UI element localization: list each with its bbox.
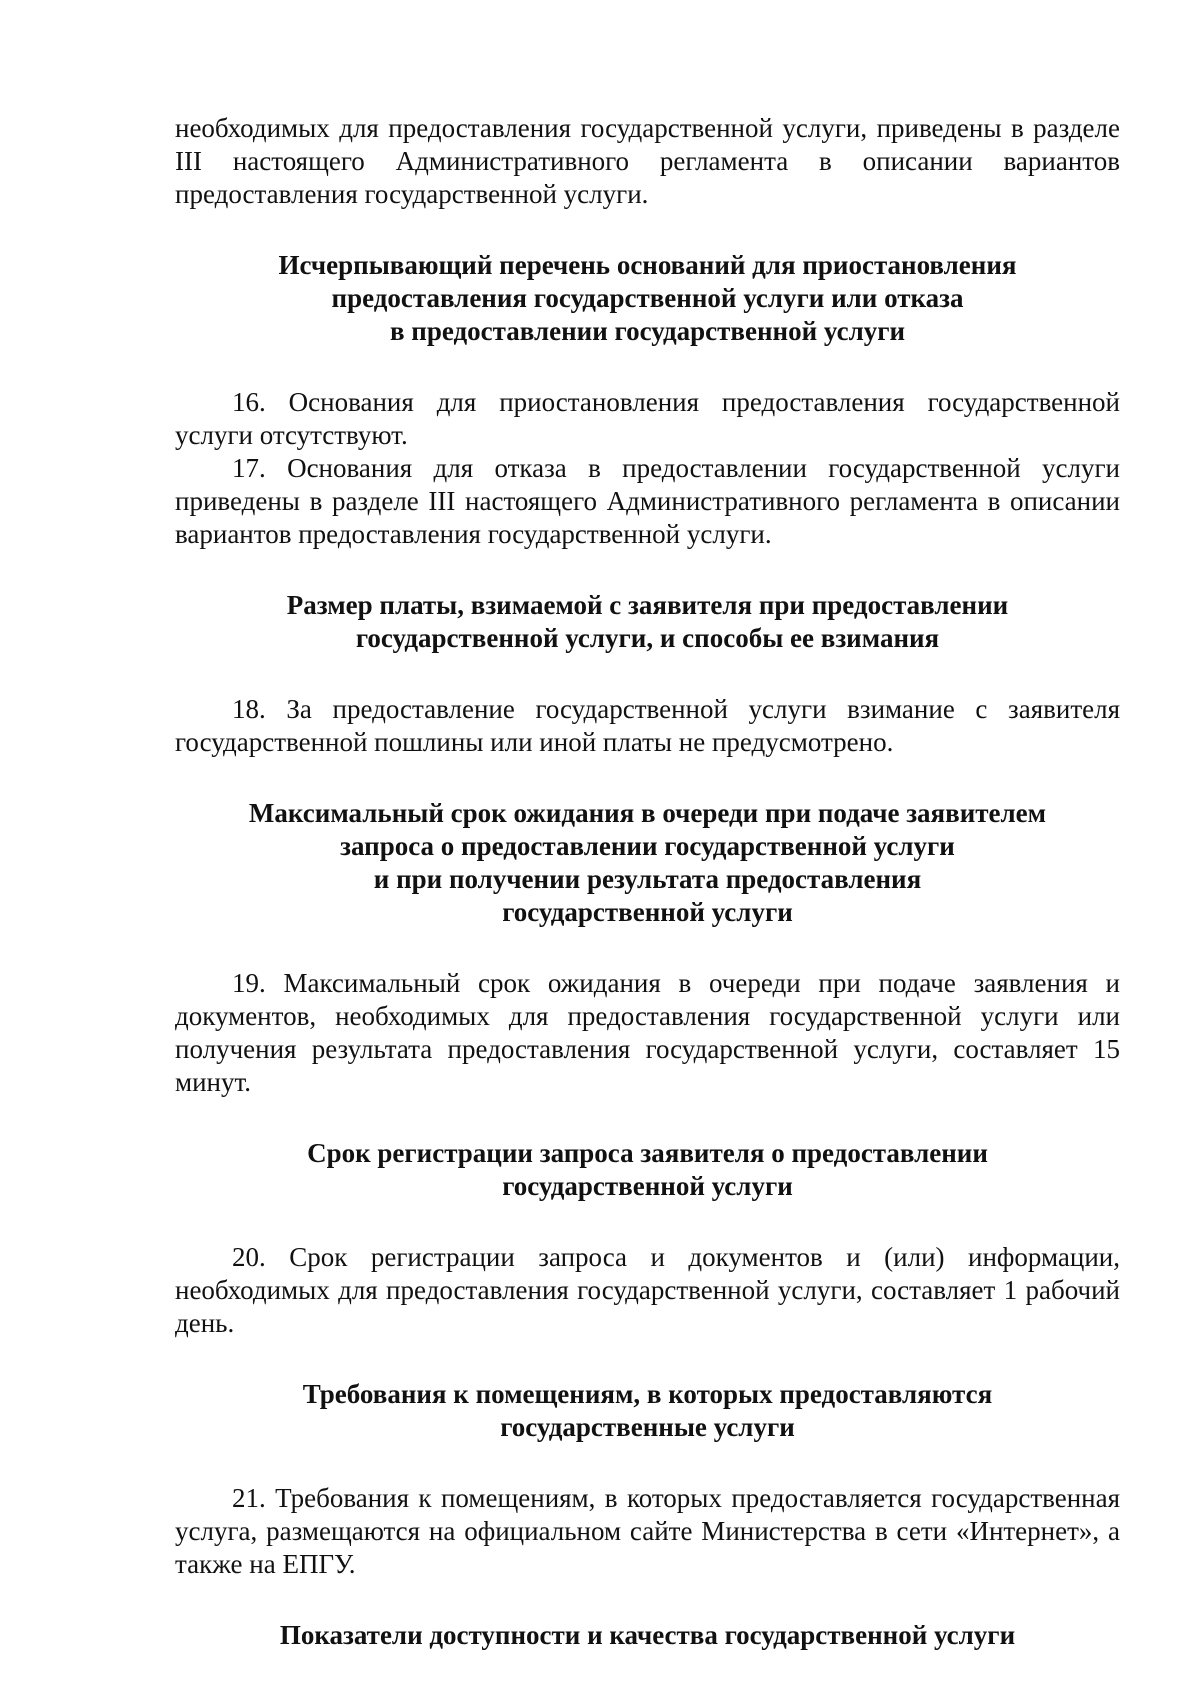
paragraph-18: 18. За предоставление государственной услуги взимание с заявителя государственной пошлины или иной платы не предусмотрено.	[175, 694, 1120, 757]
paragraph-20: 20. Срок регистрации запроса и документов и (или) информации, необходимых для предоставления государственной услуги, составляет 1 рабочий день.	[175, 1242, 1120, 1338]
section-heading-fee: Размер платы, взимаемой с заявителя при предоставлении государственной услуги, и способы ее взимания	[286, 590, 1009, 653]
intro-paragraph: необходимых для предоставления государственной услуги, приведены в разделе III настоящего Административного регламента в описании вариантов предоставления государственной услуги.	[175, 113, 1120, 209]
paragraph-16: 16. Основания для приостановления предоставления государственной услуги отсутствуют.	[175, 387, 1120, 450]
section-heading-registration: Срок регистрации запроса заявителя о предоставлении государственной услуги	[307, 1138, 988, 1201]
paragraph-17: 17. Основания для отказа в предоставлении государственной услуги приведены в разделе III настоящего Административного регламента в описании вариантов предоставления государственной услуги.	[175, 453, 1120, 549]
section-heading-premises: Требования к помещениям, в которых предоставляются государственные услуги	[302, 1379, 993, 1442]
document-body	[175, 112, 1120, 1652]
paragraph-19: 19. Максимальный срок ожидания в очереди при подаче заявления и документов, необходимых для предоставления государственной услуги или получения результата предоставления государственной услуги, составляет 15 минут.	[175, 968, 1120, 1097]
section-heading-queue-time: Максимальный срок ожидания в очереди при подаче заявителем запроса о предоставлении государственной услуги и при получении результата предоставления государственной услуги	[248, 798, 1047, 927]
section-heading-suspension: Исчерпывающий перечень оснований для приостановления предоставления государственной услуги или отказа в предоставлении государственной услуги	[278, 250, 1017, 346]
section-heading-accessibility: Показатели доступности и качества государственной услуги	[279, 1620, 1016, 1650]
paragraph-21: 21. Требования к помещениям, в которых предоставляется государственная услуга, размещаются на официальном сайте Министерства в сети «Интернет», а также на ЕПГУ.	[175, 1483, 1120, 1579]
